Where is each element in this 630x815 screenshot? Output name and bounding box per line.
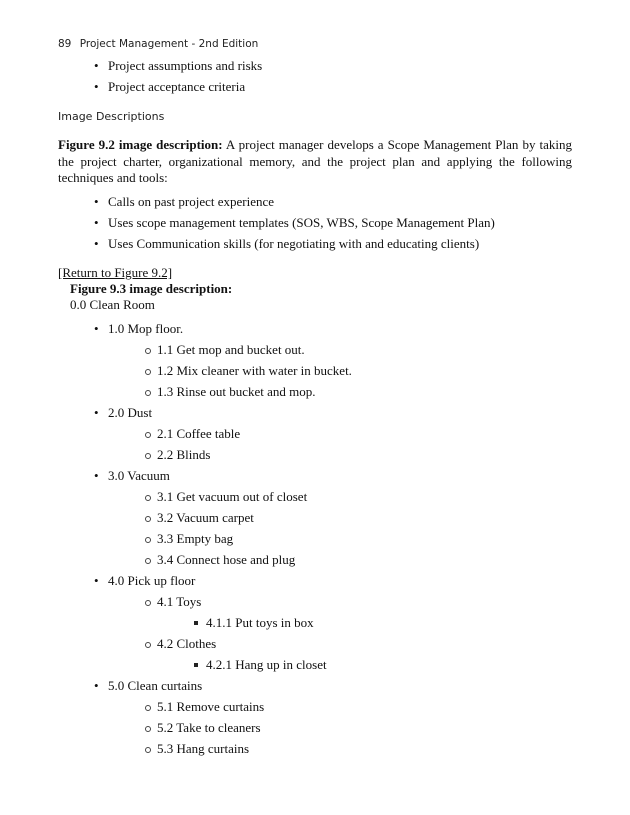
circle-bullet: [145, 369, 151, 375]
figure-9-2-text: A project manager develops a Scope Management Plan by taking the project charter, organizational memory, and the project plan and applying the following techniques and tools:: [58, 137, 572, 185]
bullet-dot: •: [94, 236, 99, 251]
bullet-dot: •: [94, 468, 99, 483]
bullet-dot: •: [94, 194, 99, 209]
circle-bullet: [145, 432, 151, 438]
figure-9-3-label: Figure 9.3 image description:: [70, 281, 233, 296]
section-heading: Image Descriptions: [58, 110, 165, 123]
circle-bullet: [145, 495, 151, 501]
list-item: Uses scope management templates (SOS, WBS, Scope Management Plan): [108, 215, 495, 230]
figure-9-2-label: Figure 9.2 image description:: [58, 137, 223, 152]
return-to-figure-link[interactable]: [Return to Figure 9.2]: [58, 265, 173, 280]
circle-bullet: [145, 537, 151, 543]
wbs-item: 4.0 Pick up floor: [108, 573, 196, 588]
circle-bullet: [145, 390, 151, 396]
wbs-item: 2.0 Dust: [108, 405, 153, 420]
wbs-subitem: 1.2 Mix cleaner with water in bucket.: [157, 363, 352, 378]
bullet-dot: •: [94, 321, 99, 336]
bullet-dot: •: [94, 58, 99, 73]
wbs-subitem: 5.2 Take to cleaners: [157, 720, 261, 735]
bullet-dot: •: [94, 573, 99, 588]
running-header: [58, 38, 258, 50]
wbs-subitem: 1.3 Rinse out bucket and mop.: [157, 384, 316, 399]
wbs-root: 0.0 Clean Room: [70, 297, 155, 312]
wbs-subitem: 3.3 Empty bag: [157, 531, 234, 546]
wbs-subitem: 3.2 Vacuum carpet: [157, 510, 254, 525]
wbs-item: 5.0 Clean curtains: [108, 678, 203, 693]
wbs-subitem: 1.1 Get mop and bucket out.: [157, 342, 305, 357]
circle-bullet: [145, 453, 151, 459]
circle-bullet: [145, 642, 151, 648]
bullet-dot: •: [94, 678, 99, 693]
list-item: Calls on past project experience: [108, 194, 275, 209]
bullet-dot: •: [94, 405, 99, 420]
wbs-subitem: 3.1 Get vacuum out of closet: [157, 489, 308, 504]
circle-bullet: [145, 600, 151, 606]
wbs-item: 3.0 Vacuum: [108, 468, 170, 483]
wbs-subitem: 2.1 Coffee table: [157, 426, 241, 441]
circle-bullet: [145, 348, 151, 354]
circle-bullet: [145, 558, 151, 564]
wbs-subitem: 2.2 Blinds: [157, 447, 211, 462]
square-bullet: [194, 663, 198, 667]
circle-bullet: [145, 726, 151, 732]
wbs-subitem: 3.4 Connect hose and plug: [157, 552, 296, 567]
circle-bullet: [145, 516, 151, 522]
wbs-subsubitem: 4.1.1 Put toys in box: [206, 615, 314, 630]
wbs-subitem: 4.2 Clothes: [157, 636, 217, 651]
book-title: Project Management - 2nd Edition: [79, 38, 259, 50]
wbs-subitem: 5.3 Hang curtains: [157, 741, 250, 756]
bullet-dot: •: [94, 79, 99, 94]
list-item: Uses Communication skills (for negotiating with and educating clients): [108, 236, 480, 251]
wbs-subsubitem: 4.2.1 Hang up in closet: [206, 657, 327, 672]
wbs-item: 1.0 Mop floor.: [108, 321, 184, 336]
list-item: Project acceptance criteria: [108, 79, 246, 94]
wbs-subitem: 5.1 Remove curtains: [157, 699, 265, 714]
circle-bullet: [145, 705, 151, 711]
circle-bullet: [145, 747, 151, 753]
wbs-subitem: 4.1 Toys: [157, 594, 202, 609]
page-number: 89: [58, 38, 72, 50]
square-bullet: [194, 621, 198, 625]
bullet-dot: •: [94, 215, 99, 230]
figure-9-2-description: [58, 137, 572, 187]
list-item: Project assumptions and risks: [108, 58, 263, 73]
